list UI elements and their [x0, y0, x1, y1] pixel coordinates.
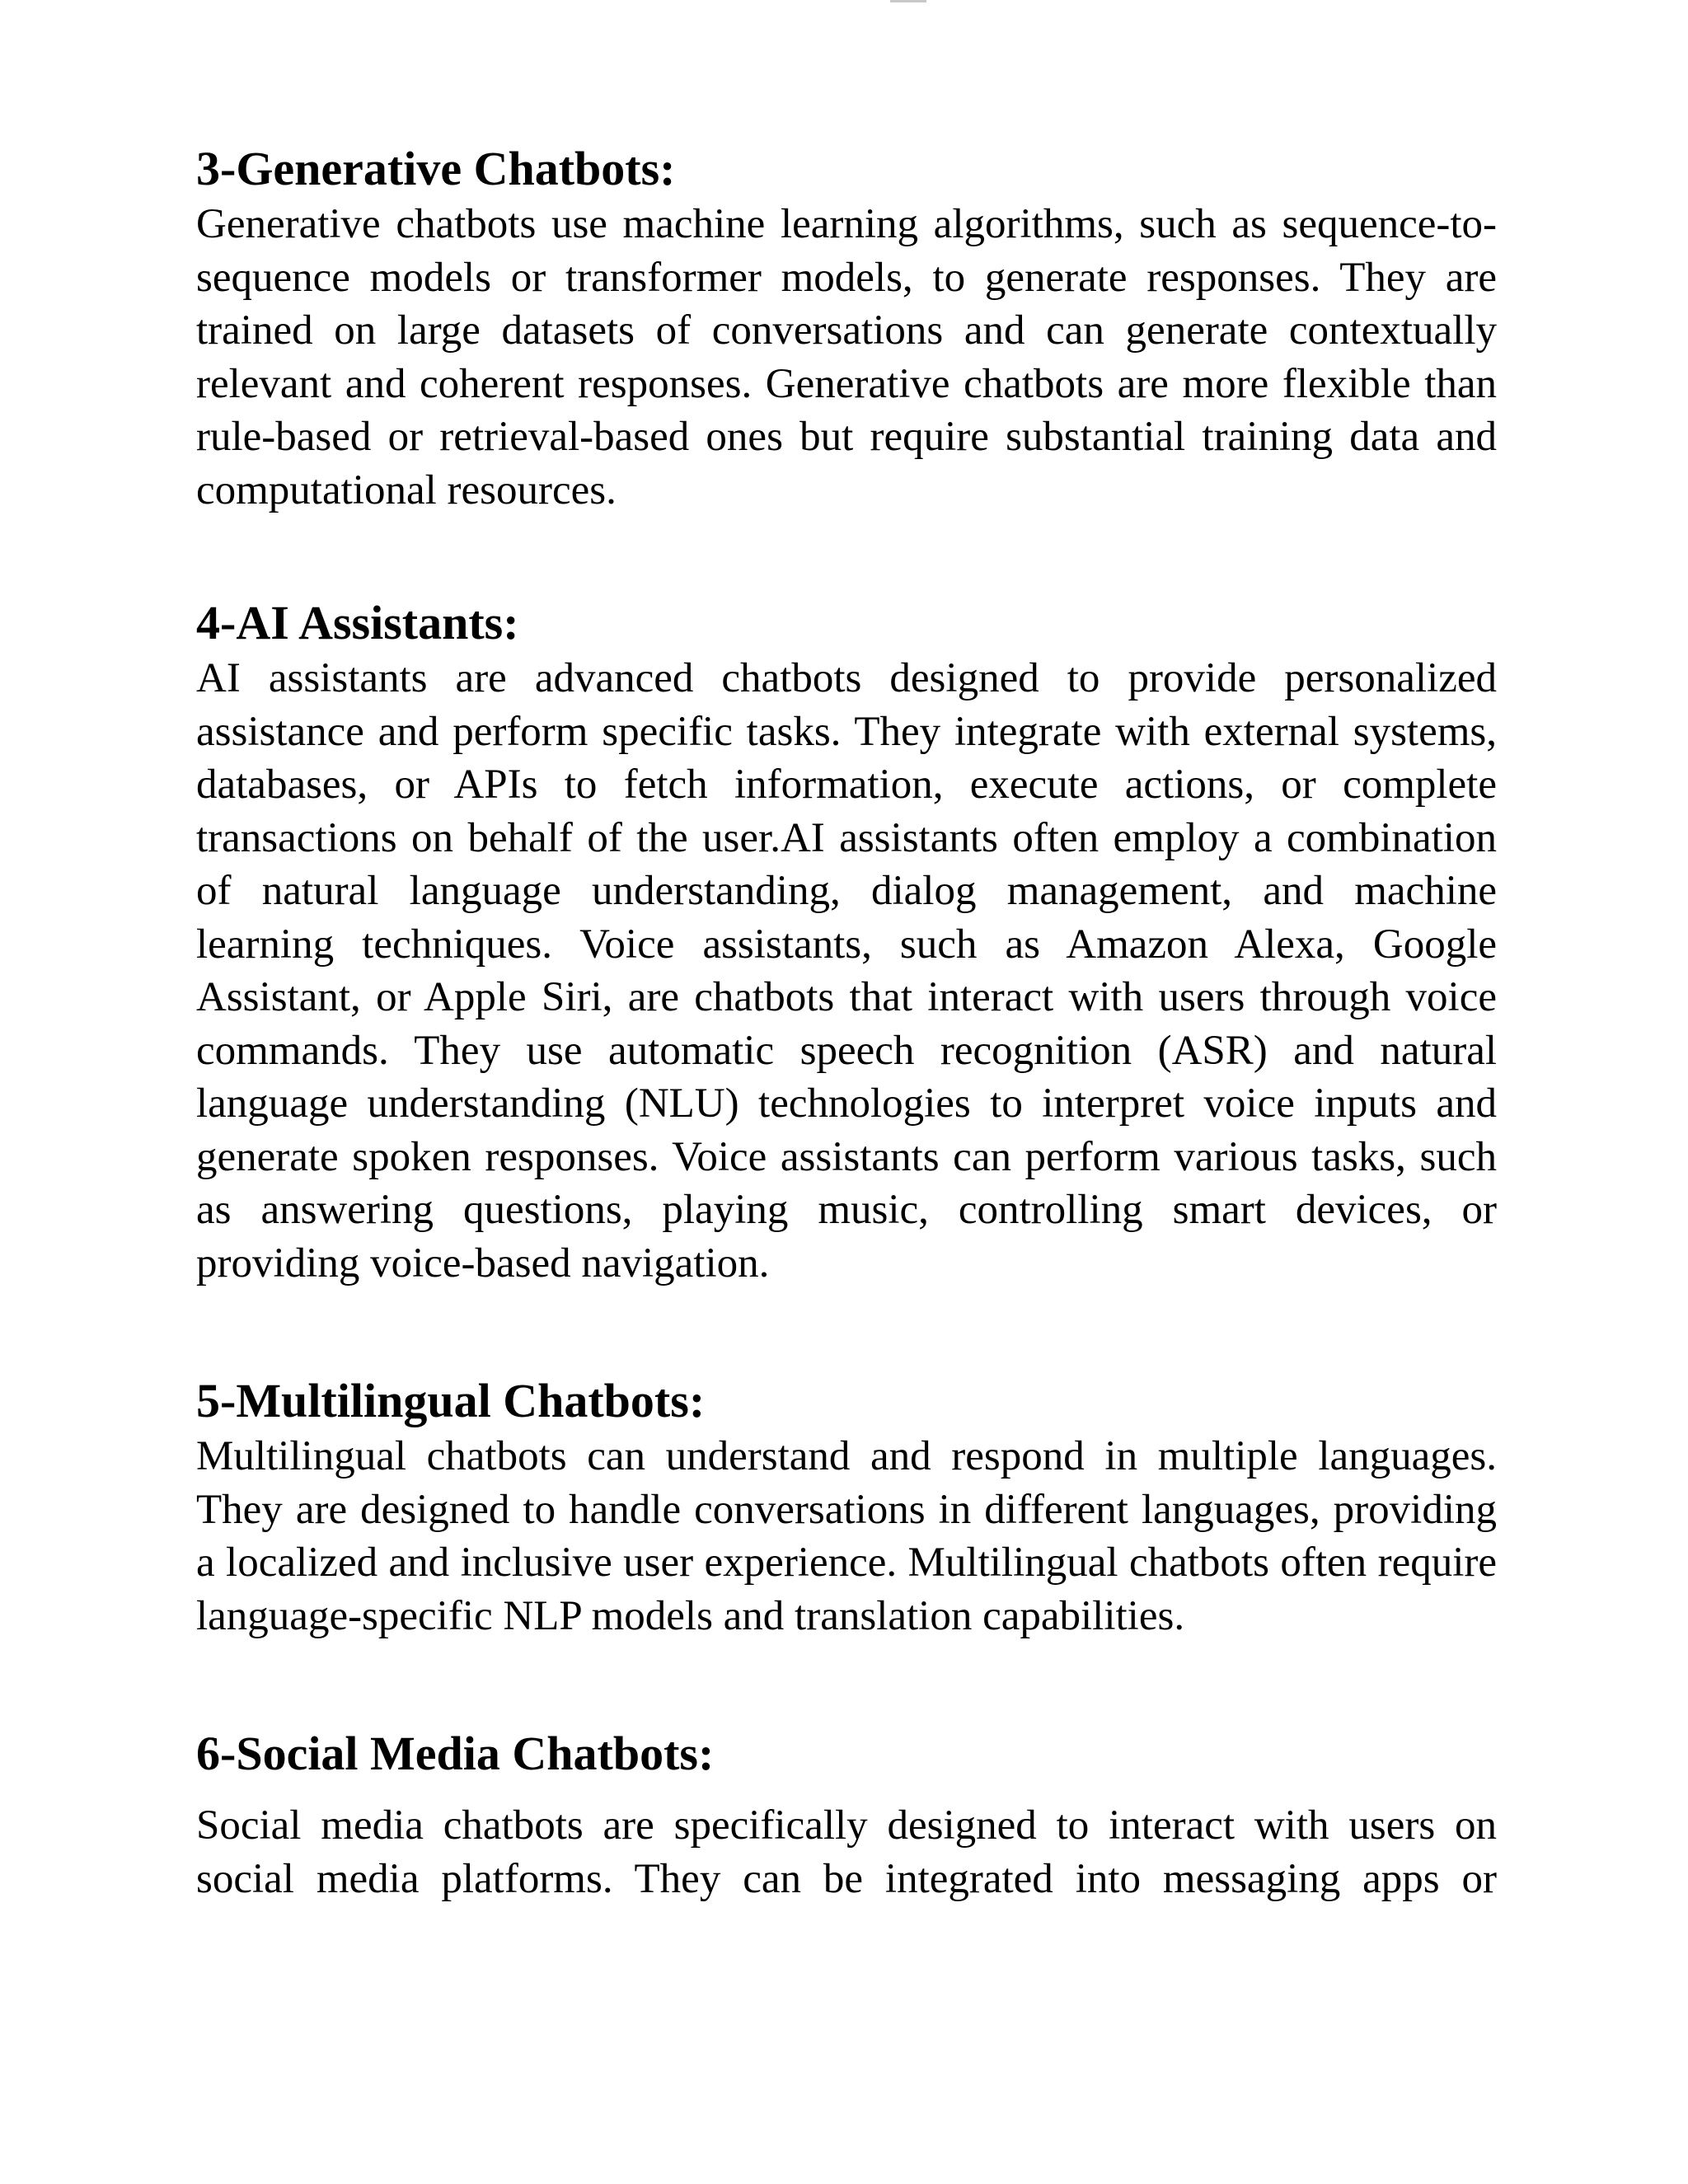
section-paragraph: Multilingual chatbots can understand and respond in multiple languages. They are designed to handle conversations in different languages, providing a localized and inclusive user experience. Multilingual chatbots often require language-specific NLP models and translation capabilities. [196, 1433, 1497, 1639]
section-multilingual-chatbots [196, 1372, 1497, 1643]
page-header-mark [890, 0, 926, 2]
section-paragraph: Social media chatbots are specifically designed to interact with users on social media platforms. They can be integrated into messaging apps or [196, 1802, 1497, 1902]
section-ai-assistants [196, 594, 1497, 1290]
section-paragraph: AI assistants are advanced chatbots designed to provide personalized assistance and perform specific tasks. They integrate with external systems, databases, or APIs to fetch information, execute actions, or complete transactions on behalf of the user.AI assistants often employ a combination of natural language understanding, dialog management, and machine learning techniques. Voice assistants, such as Amazon Alexa, Google Assistant, or Apple Siri, are chatbots that interact with users through voice commands. They use automatic speech recognition (ASR) and natural language understanding (NLU) technologies to interpret voice inputs and generate spoken responses. Voice assistants can perform various tasks, such as answering questions, playing music, controlling smart devices, or providing voice-based navigation. [196, 655, 1497, 1286]
section-paragraph: Generative chatbots use machine learning algorithms, such as sequence-to-sequence models or transformer models, to generate responses. They are trained on large datasets of conversations and can generate contextually relevant and coherent responses. Generative chatbots are more flexible than rule-based or retrieval-based ones but require substantial training data and computational resources. [196, 201, 1497, 513]
section-heading: 5-Multilingual Chatbots: [196, 1374, 706, 1427]
section-heading: 3-Generative Chatbots: [196, 142, 676, 195]
document-body [196, 140, 1497, 1905]
section-generative-chatbots [196, 140, 1497, 517]
section-heading: 6-Social Media Chatbots: [196, 1727, 715, 1780]
section-social-media-chatbots [196, 1725, 1497, 1905]
section-heading: 4-AI Assistants: [196, 596, 519, 649]
